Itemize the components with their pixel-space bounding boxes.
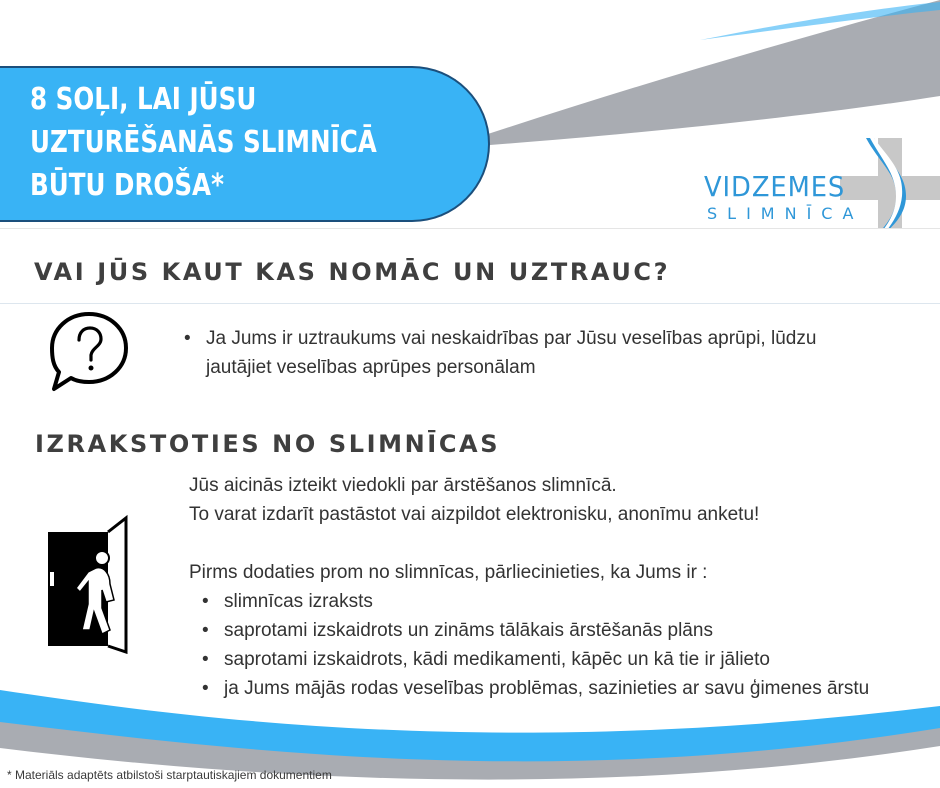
question-speech-bubble-icon (46, 310, 132, 394)
section2-intro (189, 471, 889, 587)
section2-intro-spacer (189, 529, 889, 558)
section1-heading: VAI JŪS KAUT KAS NOMĀC UN UZTRAUC? (34, 258, 671, 286)
section2-bullet-3: • saprotami izskaidrots, kādi medikamenti, kāpēc un kā tie ir jālieto (202, 645, 902, 674)
person-leaving-door-icon (44, 512, 134, 654)
logo-name: VIDZEMES (704, 170, 846, 203)
page-title (30, 78, 377, 207)
title-line-1: 8 SOĻI, LAI JŪSU (30, 82, 257, 117)
section2-list (202, 587, 902, 703)
section2-bullet-1: • slimnīcas izraksts (202, 587, 902, 616)
section2-intro-line-4: Pirms dodaties prom no slimnīcas, pārliecinieties, ka Jums ir : (189, 562, 708, 583)
section2-heading: IZRAKSTOTIES NO SLIMNĪCAS (35, 430, 501, 458)
logo-subtitle: SLIMNĪCA (707, 204, 864, 223)
title-line-2: UZTURĒŠANĀS SLIMNĪCĀ (30, 125, 377, 160)
title-line-3: BŪTU DROŠA* (30, 168, 224, 203)
section2-bullet-2: • saprotami izskaidrots un zināms tālākais ārstēšanās plāns (202, 616, 902, 645)
top-wave-gray (470, 0, 940, 145)
section2-intro-line-2: To varat izdarīt pastāstot vai aizpildot elektronisku, anonīmu anketu! (189, 504, 760, 525)
section1-bullet: • Ja Jums ir uztraukums vai neskaidrības par Jūsu veselības aprūpi, lūdzu jautājiet veselības aprūpes personālam (184, 324, 864, 382)
section2-bullet-4: • ja Jums mājās rodas veselības problēmas, sazinieties ar savu ģimenes ārstu (202, 674, 902, 703)
section1-list (184, 324, 864, 382)
footnote: * Materiāls adaptēts atbilstoši starptautiskajiem dokumentiem (7, 768, 332, 782)
section2-intro-line-1: Jūs aicinās izteikt viedokli par ārstēšanos slimnīcā. (189, 475, 617, 496)
